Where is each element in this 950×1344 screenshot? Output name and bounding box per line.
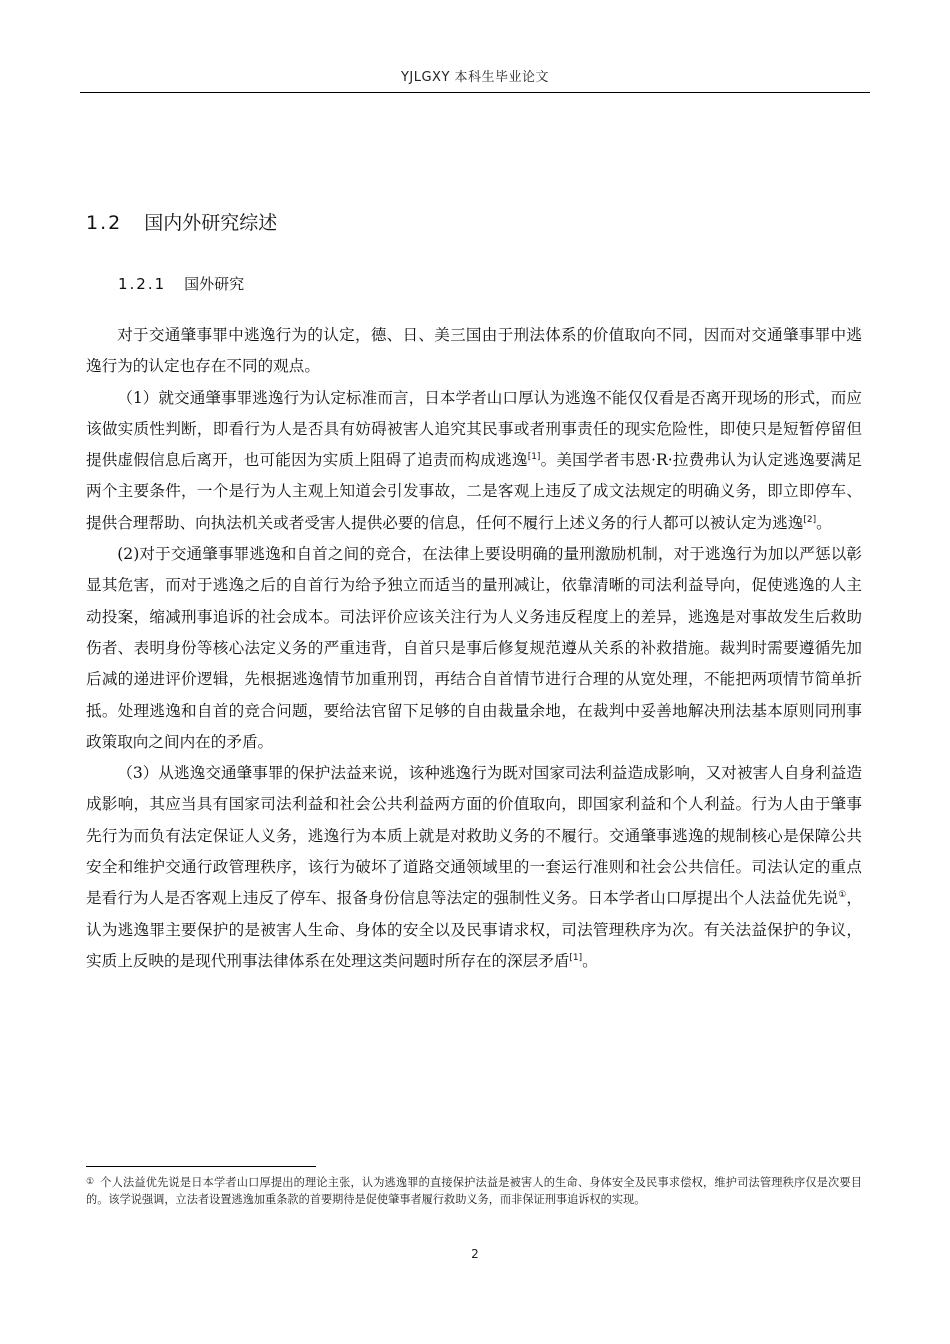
footnote-divider [86,1166,316,1167]
citation-ref: [1] [569,952,583,963]
footnote-text: 个人法益优先说是日本学者山口厚提出的理论主张，认为逃逸罪的直接保护法益是被害人的生命、身体安全及民事求偿权，维护司法管理秩序仅是次要目的。该学说强调，立法者设置逃逸加重条款的首要期待是促使肇事者履行救助义务，而非保证刑事追诉权的实现。 [86,1176,862,1206]
section-title: 国内外研究综述 [144,212,278,234]
citation-ref: [2] [803,514,817,525]
running-header: YJLGXY 本科生毕业论文 [400,70,550,85]
body-text [86,320,862,977]
paragraph-1 [86,383,862,539]
paragraph-text: ，认为逃逸罪主要保护的是被害人生命、身体的安全以及民事请求权，司法管理秩序为次。有关法益保护的争议，实质上反映的是现代刑事法律体系在处理这类问题时所存在的深层矛盾 [86,889,862,970]
paragraph-text: 。美国学者韦恩·R·拉费弗认为认定逃逸要满足两个主要条件，一个是行为人主观上知道会引发事故，二是客观上违反了成文法规定的明确义务，即立即停车、提供合理帮助、向执法机关或者受害人提供必要的信息，任何不履行上述义务的行人都可以被认定为逃逸 [86,451,862,532]
section-heading [86,208,277,235]
header-divider [80,92,870,93]
paragraph-text: (2)对于交通肇事罪逃逸和自首之间的竞合，在法律上要设明确的量刑激励机制，对于逃逸行为加以严惩以彰显其危害，而对于逃逸之后的自首行为给予独立而适当的量刑减让，依靠清晰的司法利益导向，促使逃逸的人主动投案，缩减刑事追诉的社会成本。司法评价应该关注行为人义务违反程度上的差异，逃逸是对事故发生后救助伤者、表明身份等核心法定义务的严重违背，自首只是事后修复规范遵从关系的补救措施。裁判时需要遵循先加后减的递进评价逻辑，先根据逃逸情节加重刑罚，再结合自首情节进行合理的从宽处理，不能把两项情节简单折抵。处理逃逸和自首的竞合问题，要给法官留下足够的自由裁量余地，在裁判中妥善地解决刑法基本原则同刑事政策取向之间内在的矛盾。 [86,545,862,751]
subsection-number: 1.2.1 [118,275,167,293]
citation-ref: [1] [527,452,541,463]
paragraph-text: （1）就交通肇事罪逃逸行为认定标准而言，日本学者山口厚认为逃逸不能仅仅看是否离开现场的形式，而应该做实质性判断，即看行为人是否具有妨碍被害人追究其民事或者刑事责任的现实危险性，即使只是短暂停留但提供虚假信息后离开，也可能因为实质上阻碍了追责而构成逃逸 [86,388,862,470]
subsection-heading [118,273,244,294]
section-number: 1.2 [86,212,123,234]
page-number: 2 [471,1247,479,1261]
paragraph-3 [86,758,862,977]
paragraph-text: 。 [582,951,598,970]
paragraph-text: 。 [816,513,832,532]
paragraph-text: （3）从逃逸交通肇事罪的保护法益来说，该种逃逸行为既对国家司法利益造成影响，又对被害人自身利益造成影响，其应当具有国家司法利益和社会公共利益两方面的价值取向，即国家利益和个人利益。行为人由于肇事先行为而负有法定保证人义务，逃逸行为本质上就是对救助义务的不履行。交通肇事逃逸的规制核心是保障公共安全和维护交通行政管理秩序，该行为破坏了道路交通领域里的一套运行准则和社会公共信任。司法认定的重点是看行为人是否客观上违反了停车、报备身份信息等法定的强制性义务。日本学者山口厚提出个人法益优先说 [86,764,862,908]
paragraph-2 [86,539,862,758]
footnote-mark: ① [86,1177,95,1187]
paragraph-intro [86,320,862,383]
subsection-title: 国外研究 [184,275,245,293]
paragraph-text: 对于交通肇事罪中逃逸行为的认定，德、日、美三国由于刑法体系的价值取向不同，因而对交通肇事罪中逃逸行为的认定也存在不同的观点。 [86,326,862,376]
footnote [86,1174,862,1208]
footnote-ref: ① [838,890,847,901]
